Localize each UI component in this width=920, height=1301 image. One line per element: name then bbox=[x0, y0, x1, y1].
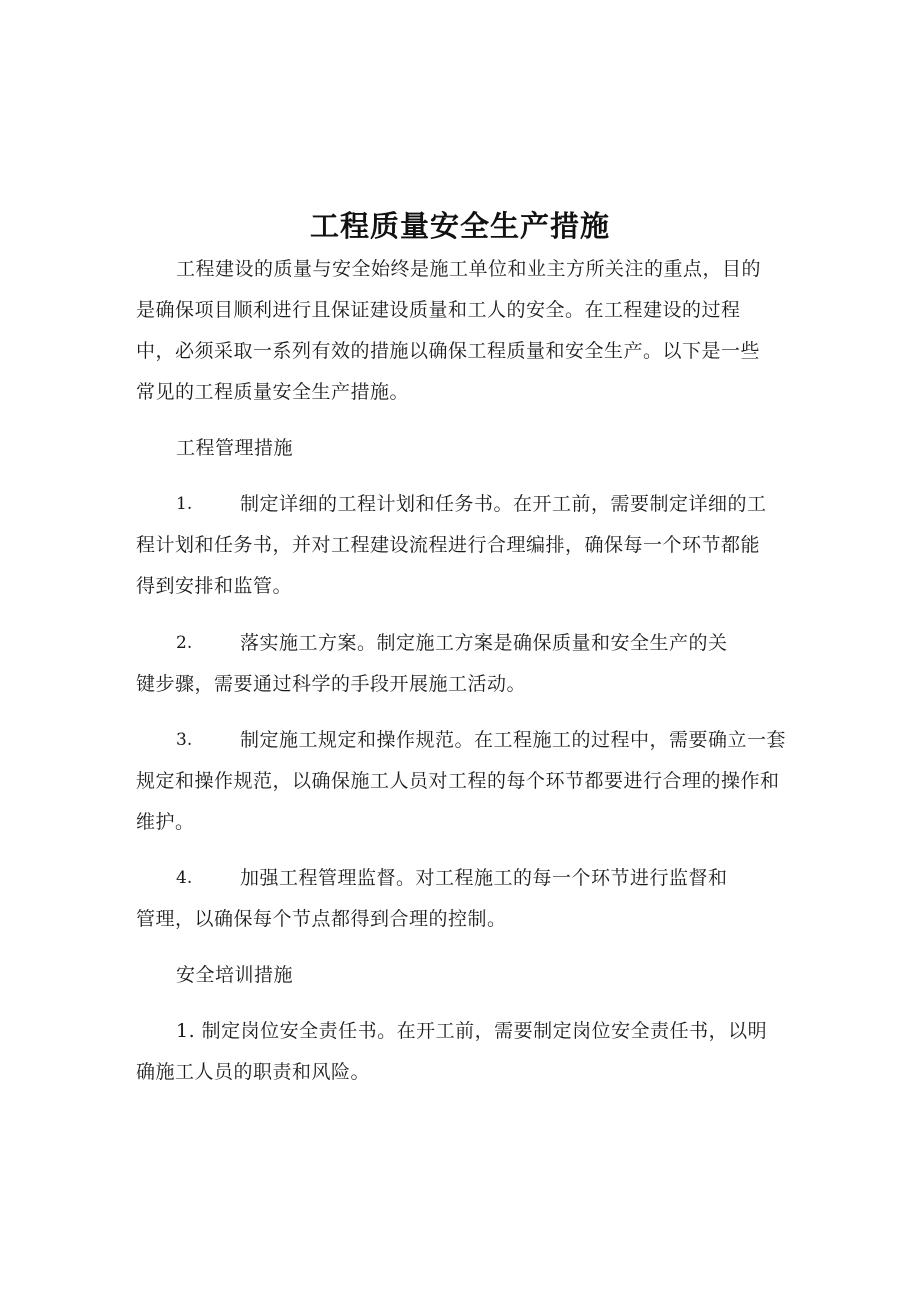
section-heading-safety-training: 安全培训措施 bbox=[176, 964, 294, 986]
list-item-number: 3. bbox=[176, 730, 193, 750]
list-item-line: 确施工人员的职责和风险。 bbox=[136, 1061, 371, 1083]
page-title: 工程质量安全生产措施 bbox=[309, 209, 610, 243]
list-item-line: 制定施工规定和操作规范。在工程施工的过程中，需要确立一套 bbox=[240, 729, 787, 751]
list-item-number: 2. bbox=[176, 633, 193, 653]
section-heading-management: 工程管理措施 bbox=[176, 437, 294, 459]
list-item-line: 键步骤，需要通过科学的手段开展施工活动。 bbox=[136, 673, 527, 695]
list-item-line: 1. 制定岗位安全责任书。在开工前，需要制定岗位安全责任书，以明 bbox=[176, 1020, 768, 1042]
list-item-line: 制定详细的工程计划和任务书。在开工前，需要制定详细的工 bbox=[240, 493, 767, 515]
intro-line-3: 中，必须采取一系列有效的措施以确保工程质量和安全生产。以下是一些 bbox=[136, 340, 761, 362]
list-item-line: 规定和操作规范，以确保施工人员对工程的每个环节都要进行合理的操作和 bbox=[136, 770, 780, 792]
intro-line-1: 工程建设的质量与安全始终是施工单位和业主方所关注的重点，目的 bbox=[176, 258, 762, 280]
list-item-line: 程计划和任务书，并对工程建设流程进行合理编排，确保每一个环节都能 bbox=[136, 534, 761, 556]
list-item-line: 维护。 bbox=[136, 811, 195, 833]
list-item-line: 落实施工方案。制定施工方案是确保质量和安全生产的关 bbox=[240, 632, 728, 654]
list-item-number: 4. bbox=[176, 868, 193, 888]
list-item-line: 管理，以确保每个节点都得到合理的控制。 bbox=[136, 908, 507, 930]
intro-line-2: 是确保项目顺利进行且保证建设质量和工人的安全。在工程建设的过程 bbox=[136, 299, 741, 321]
list-item-line: 得到安排和监管。 bbox=[136, 575, 293, 597]
list-item-line: 加强工程管理监督。对工程施工的每一个环节进行监督和 bbox=[240, 867, 728, 889]
list-item-number: 1. bbox=[176, 494, 193, 514]
intro-line-4: 常见的工程质量安全生产措施。 bbox=[136, 381, 410, 403]
